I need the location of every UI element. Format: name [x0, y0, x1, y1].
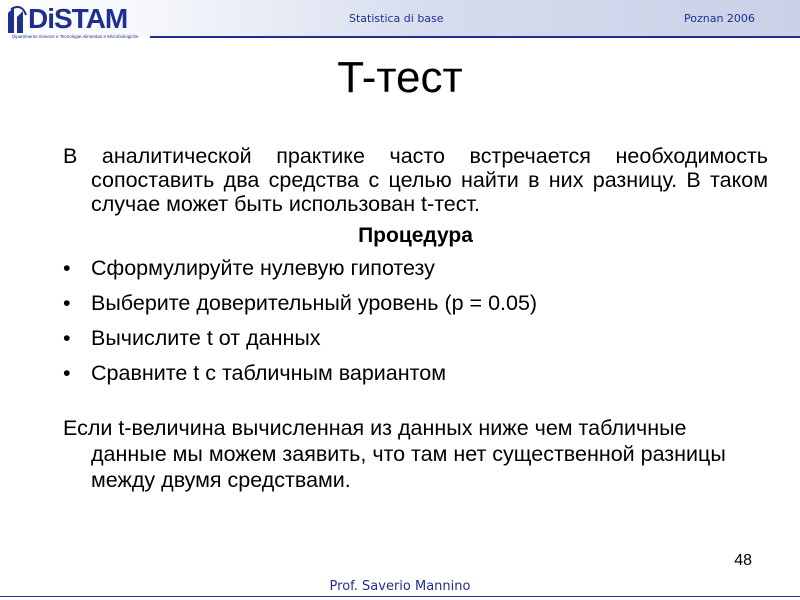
procedure-list	[63, 256, 768, 385]
header-location-year: Poznan 2006	[684, 12, 755, 25]
bullet-icon: •	[63, 256, 71, 280]
intro-paragraph: В аналитической практике часто встречается необходимость сопоставить два средства с целью найти в них разницу. В таком случае может быть использован t-тест.	[63, 144, 768, 216]
step-text: Вычислите t от данных	[91, 326, 321, 350]
slide-title: T-тест	[337, 53, 463, 102]
list-item	[63, 256, 768, 280]
list-item	[63, 326, 768, 350]
step-text: Сформулируйте нулевую гипотезу	[91, 256, 435, 280]
slide-body	[63, 144, 768, 493]
footer-divider	[0, 596, 800, 597]
header-course-title: Statistica di base	[349, 12, 444, 25]
distam-logo	[6, 3, 148, 43]
list-item	[63, 361, 768, 385]
bullet-icon: •	[63, 361, 71, 385]
logo-mark-icon	[6, 5, 28, 35]
step-text: Сравните t с табличным вариантом	[91, 361, 446, 385]
logo-subtitle: Dipartimento Scienze e Tecnologie Alimentari e Microbiologiche	[12, 34, 139, 39]
page-number: 48	[734, 552, 752, 569]
footer-author: Prof. Saverio Mannino	[329, 579, 471, 594]
procedure-heading: Процедура	[358, 224, 473, 247]
list-item	[63, 291, 768, 315]
step-text: Выберите доверительный уровень (p = 0.05)	[91, 291, 538, 315]
logo-text: DiSTAM	[28, 3, 128, 34]
conclusion-paragraph: Если t-величина вычисленная из данных ниже чем табличные данные мы можем заявить, что там нет существенной разницы между двумя средствами.	[63, 416, 726, 492]
bullet-icon: •	[63, 326, 71, 350]
header-divider	[150, 36, 800, 38]
bullet-icon: •	[63, 291, 71, 315]
